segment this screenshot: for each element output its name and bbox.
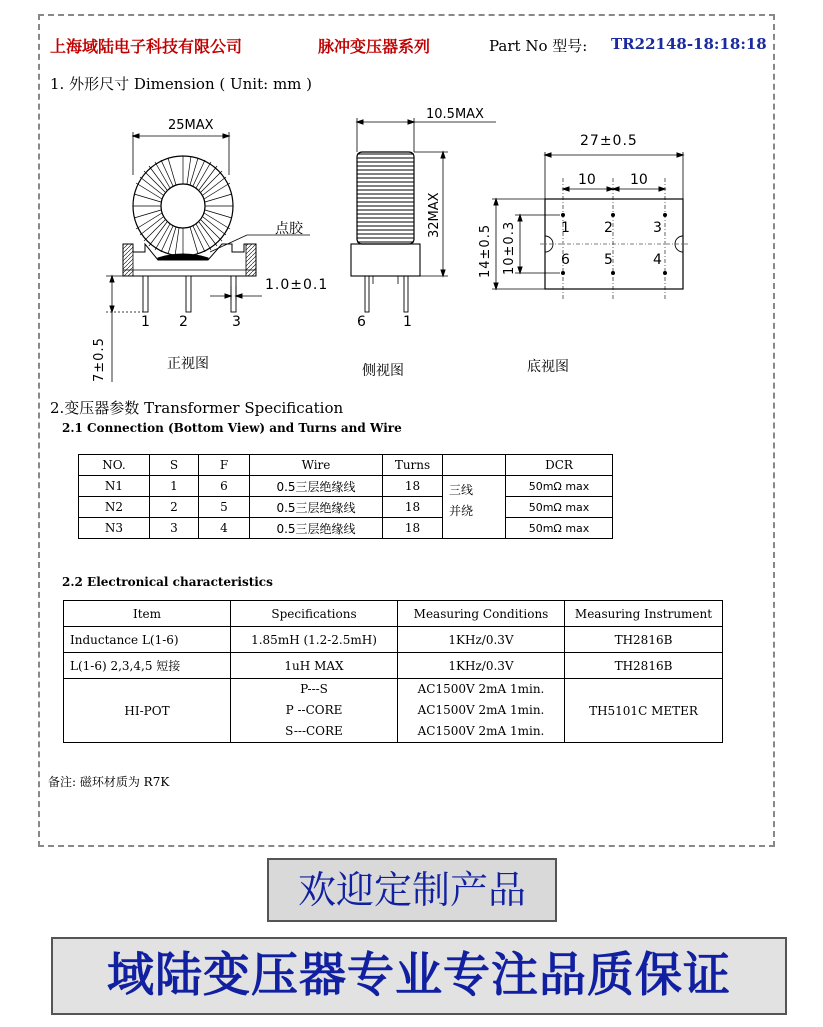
winding-method-line-1: 三线 xyxy=(449,483,474,497)
table-row xyxy=(64,679,723,743)
pin-length-label: 7±0.5 xyxy=(92,337,107,382)
cell: TH2816B xyxy=(565,627,723,653)
cell: 1KHz/0.3V xyxy=(398,627,565,653)
cell: TH5101C METER xyxy=(565,679,723,743)
col-header: S xyxy=(150,455,199,476)
hipot-condition: AC1500V 2mA 1min. xyxy=(417,682,545,696)
cell: 18 xyxy=(383,476,443,497)
front-pin-2: 2 xyxy=(179,314,188,330)
cell: N3 xyxy=(79,518,150,539)
bottom-pitch-b: 10 xyxy=(630,172,648,188)
col-header: Measuring Instrument xyxy=(565,601,723,627)
cell: N2 xyxy=(79,497,150,518)
cell: 0.5三层绝缘线 xyxy=(250,476,383,497)
cell: 1.85mH (1.2-2.5mH) xyxy=(231,627,398,653)
connection-header-row xyxy=(79,455,613,476)
bottom-height-label: 14±0.5 xyxy=(478,223,493,278)
cell: 4 xyxy=(199,518,250,539)
side-pin-1: 1 xyxy=(403,314,412,330)
cell: 5 xyxy=(199,497,250,518)
bottom-view-caption: 底视图 xyxy=(527,359,569,375)
bottom-pin-5: 5 xyxy=(604,252,613,268)
cell: 3 xyxy=(150,518,199,539)
cell: 1uH MAX xyxy=(231,653,398,679)
cell: 50mΩ max xyxy=(506,497,613,518)
side-pin-6: 6 xyxy=(357,314,366,330)
pin-spacing-label: 1.0±0.1 xyxy=(265,277,329,293)
hipot-spec: S---CORE xyxy=(285,724,343,738)
col-header: Measuring Conditions xyxy=(398,601,565,627)
section-2-2-title: 2.2 Electronical characteristics xyxy=(62,575,273,589)
front-view xyxy=(106,132,310,382)
cell: 18 xyxy=(383,497,443,518)
table-row xyxy=(64,627,723,653)
material-note: 备注: 磁环材质为 R7K xyxy=(48,775,170,789)
bottom-row-gap-label: 10±0.3 xyxy=(502,220,517,275)
series-name: 脉冲变压器系列 xyxy=(318,37,431,56)
bottom-pitch-a: 10 xyxy=(578,172,596,188)
front-pin-1: 1 xyxy=(141,314,150,330)
side-width-label: 10.5MAX xyxy=(426,107,484,122)
cell: 0.5三层绝缘线 xyxy=(250,518,383,539)
cell: 1KHz/0.3V xyxy=(398,653,565,679)
cell: TH2816B xyxy=(565,653,723,679)
table-row xyxy=(79,518,613,539)
col-header: Turns xyxy=(383,455,443,476)
bottom-width-label: 27±0.5 xyxy=(580,133,638,149)
bottom-pin-4: 4 xyxy=(653,252,662,268)
part-no-label: Part No 型号: xyxy=(489,37,588,55)
bottom-pin-3: 3 xyxy=(653,220,662,236)
cell: 50mΩ max xyxy=(506,476,613,497)
side-view-caption: 侧视图 xyxy=(362,363,404,379)
hipot-condition: AC1500V 2mA 1min. xyxy=(417,703,545,717)
front-view-caption: 正视图 xyxy=(167,356,209,372)
col-header: DCR xyxy=(506,455,613,476)
cell: 18 xyxy=(383,518,443,539)
cell: Inductance L(1-6) xyxy=(64,627,231,653)
winding-method-line-2: 并绕 xyxy=(449,504,474,518)
table-row xyxy=(64,653,723,679)
connection-table xyxy=(78,454,613,539)
table-row xyxy=(79,497,613,518)
cell: L(1-6) 2,3,4,5 短接 xyxy=(64,653,231,679)
col-header: Specifications xyxy=(231,601,398,627)
table-row xyxy=(79,476,613,497)
col-header xyxy=(443,455,506,476)
cell: 0.5三层绝缘线 xyxy=(250,497,383,518)
col-header: F xyxy=(199,455,250,476)
cell: 2 xyxy=(150,497,199,518)
winding-method-cell xyxy=(443,476,506,539)
col-header: Wire xyxy=(250,455,383,476)
section-1-title: 1. 外形尺寸 Dimension ( Unit: mm ) xyxy=(50,75,313,93)
custom-product-banner: 欢迎定制产品 xyxy=(267,858,557,922)
section-2-title: 2.变压器参数 Transformer Specification xyxy=(50,399,344,417)
cell: 1 xyxy=(150,476,199,497)
electrical-table xyxy=(63,600,723,743)
front-width-label: 25MAX xyxy=(168,118,214,133)
cell: 6 xyxy=(199,476,250,497)
hipot-spec: P---S xyxy=(300,682,328,696)
cell: N1 xyxy=(79,476,150,497)
col-header: NO. xyxy=(79,455,150,476)
bottom-pin-2: 2 xyxy=(604,220,613,236)
col-header: Item xyxy=(64,601,231,627)
hipot-conditions-cell xyxy=(398,679,565,743)
dimension-drawings xyxy=(0,0,823,400)
cell: 50mΩ max xyxy=(506,518,613,539)
side-height-label: 32MAX xyxy=(427,192,442,238)
cell: HI-POT xyxy=(64,679,231,743)
side-view xyxy=(351,118,496,312)
bottom-pin-1: 1 xyxy=(561,220,570,236)
part-number: TR22148-18:18:18 xyxy=(611,35,767,53)
section-2-1-title: 2.1 Connection (Bottom View) and Turns and Wire xyxy=(62,421,402,435)
front-pin-3: 3 xyxy=(232,314,241,330)
glue-label: 点胶 xyxy=(275,221,303,237)
hipot-specs-cell xyxy=(231,679,398,743)
hipot-condition: AC1500V 2mA 1min. xyxy=(417,724,545,738)
bottom-pin-6: 6 xyxy=(561,252,570,268)
company-name: 上海域陆电子科技有限公司 xyxy=(50,37,243,56)
hipot-spec: P --CORE xyxy=(285,703,343,717)
electrical-header-row xyxy=(64,601,723,627)
quality-slogan-banner: 域陆变压器专业专注品质保证 xyxy=(51,937,787,1015)
